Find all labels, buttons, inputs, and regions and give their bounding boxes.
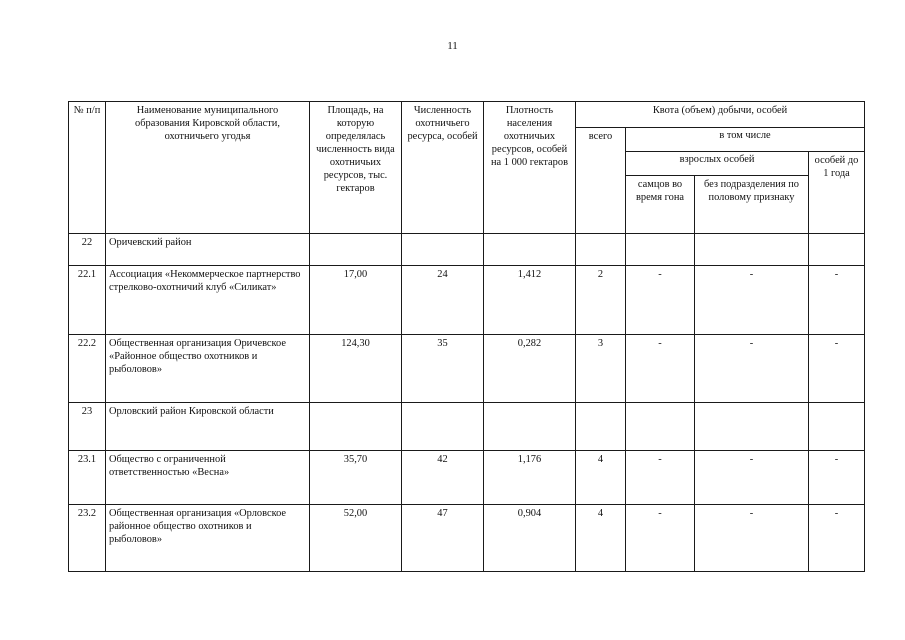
row-density bbox=[484, 234, 576, 266]
row-nosplit: - bbox=[695, 266, 809, 335]
header-juveniles: особей до 1 года bbox=[809, 152, 865, 234]
header-males-rut: самцов во время гона bbox=[626, 176, 695, 234]
row-total: 3 bbox=[576, 335, 626, 403]
row-juv bbox=[809, 403, 865, 451]
row-count: 42 bbox=[402, 451, 484, 505]
header-adults: взрослых особей bbox=[626, 152, 809, 176]
row-males bbox=[626, 234, 695, 266]
row-area: 124,30 bbox=[310, 335, 402, 403]
row-nosplit: - bbox=[695, 335, 809, 403]
row-num: 23.1 bbox=[69, 451, 106, 505]
row-area bbox=[310, 403, 402, 451]
row-num: 23 bbox=[69, 403, 106, 451]
header-total: всего bbox=[576, 128, 626, 234]
page-number: 11 bbox=[447, 40, 458, 52]
table-row bbox=[69, 335, 865, 403]
row-density: 1,176 bbox=[484, 451, 576, 505]
row-total bbox=[576, 403, 626, 451]
row-juv bbox=[809, 234, 865, 266]
table-row bbox=[69, 234, 865, 266]
row-males: - bbox=[626, 451, 695, 505]
row-count: 24 bbox=[402, 266, 484, 335]
row-name: Общественная организация Оричевское «Районное общество охотников и рыболовов» bbox=[106, 335, 310, 403]
header-no-sex-split: без подразделения по половому признаку bbox=[695, 176, 809, 234]
table-row bbox=[69, 505, 865, 572]
table-row bbox=[69, 403, 865, 451]
table-row bbox=[69, 451, 865, 505]
row-total: 4 bbox=[576, 451, 626, 505]
row-density: 0,282 bbox=[484, 335, 576, 403]
row-density: 1,412 bbox=[484, 266, 576, 335]
row-count: 47 bbox=[402, 505, 484, 572]
row-males bbox=[626, 403, 695, 451]
row-males: - bbox=[626, 266, 695, 335]
row-num: 22.2 bbox=[69, 335, 106, 403]
header-quota: Квота (объем) добычи, особей bbox=[576, 102, 865, 128]
row-nosplit: - bbox=[695, 505, 809, 572]
row-area: 35,70 bbox=[310, 451, 402, 505]
header-including: в том числе bbox=[626, 128, 865, 152]
row-area: 17,00 bbox=[310, 266, 402, 335]
row-count bbox=[402, 403, 484, 451]
row-juv: - bbox=[809, 451, 865, 505]
row-total bbox=[576, 234, 626, 266]
row-name: Ассоциация «Некоммерческое партнерство стрелково-охотничий клуб «Силикат» bbox=[106, 266, 310, 335]
row-total: 2 bbox=[576, 266, 626, 335]
row-juv: - bbox=[809, 266, 865, 335]
row-density bbox=[484, 403, 576, 451]
row-males: - bbox=[626, 505, 695, 572]
row-juv: - bbox=[809, 335, 865, 403]
row-nosplit bbox=[695, 234, 809, 266]
row-count: 35 bbox=[402, 335, 484, 403]
header-num: № п/п bbox=[69, 102, 106, 234]
header-density: Плотность населения охотничьих ресурсов, особей на 1 000 гектаров bbox=[484, 102, 576, 234]
row-name: Общественная организация «Орловское районное общество охотников и рыболовов» bbox=[106, 505, 310, 572]
row-density: 0,904 bbox=[484, 505, 576, 572]
header-count: Численность охотничьего ресурса, особей bbox=[402, 102, 484, 234]
row-num: 22.1 bbox=[69, 266, 106, 335]
row-name: Орловский район Кировской области bbox=[106, 403, 310, 451]
row-nosplit: - bbox=[695, 451, 809, 505]
row-num: 22 bbox=[69, 234, 106, 266]
row-name: Оричевский район bbox=[106, 234, 310, 266]
header-name: Наименование муниципального образования Кировской области, охотничьего угодья bbox=[106, 102, 310, 234]
row-total: 4 bbox=[576, 505, 626, 572]
header-area: Площадь, на которую определялась численность вида охотничьих ресурсов, тыс. гектаров bbox=[310, 102, 402, 234]
row-name: Общество с ограниченной ответственностью «Весна» bbox=[106, 451, 310, 505]
row-juv: - bbox=[809, 505, 865, 572]
row-males: - bbox=[626, 335, 695, 403]
row-area: 52,00 bbox=[310, 505, 402, 572]
row-count bbox=[402, 234, 484, 266]
hunting-quota-table bbox=[68, 101, 865, 572]
row-nosplit bbox=[695, 403, 809, 451]
row-num: 23.2 bbox=[69, 505, 106, 572]
table-row bbox=[69, 266, 865, 335]
row-area bbox=[310, 234, 402, 266]
